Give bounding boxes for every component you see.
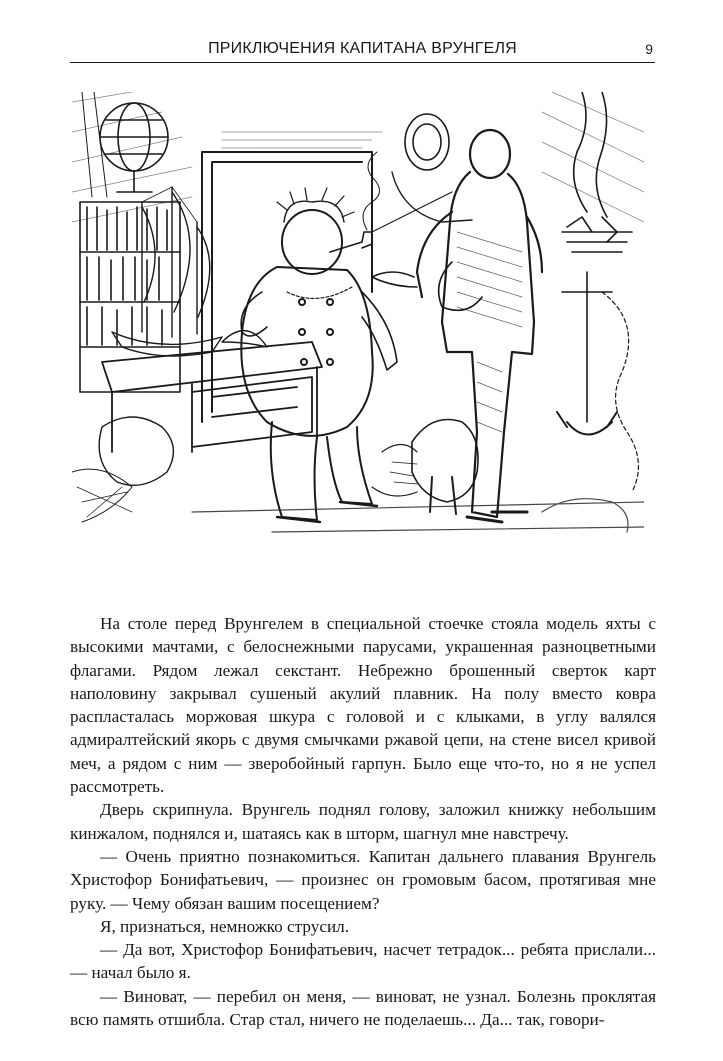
book-title: ПРИКЛЮЧЕНИЯ КАПИТАНА ВРУНГЕЛЯ [208,40,517,57]
paragraph: Дверь скрипнула. Врунгель поднял голову, заложил книжку небольшим кинжалом, поднялся и, шатаясь как в шторм, шагнул мне навстречу. [70,800,656,843]
paragraph: Я, признаться, немножко струсил. [100,916,350,936]
body-text [70,612,656,1031]
page-number: 9 [645,41,653,57]
paragraph: — Да вот, Христофор Бонифатьевич, насчет тетрадок... ребята прислали... — начал было я. [70,940,656,983]
paragraph: — Виноват, — перебил он меня, — виноват, не узнал. Болезнь проклятая всю память отшибла. Стар стал, ничего не поделаешь... Да... так, говори- [70,986,656,1030]
captain-and-visitor-illustration [72,92,644,544]
running-header [70,36,655,63]
paragraph: На столе перед Врунгелем в специальной стоечке стояла модель яхты с высокими мачтами, с белоснежными парусами, украшенная разноцветными флагами. Рядом лежал секстант. Небрежно брошенный сверток карт наполовину закрывал сушеный акулий плавник. На полу вместо ковра распласталась моржовая шкура с головой и с клыками, в углу валялся адмиралтейский якорь с двумя смычками ржавой цепи, на стене висел кривой меч, а рядом с ним — зверобойный гарпун. Было еще что-то, но я не успел рассмотреть. [70,614,656,797]
paragraph: — Очень приятно познакомиться. Капитан дальнего плавания Врунгель Христофор Бонифатьевич, — произнес он громовым басом, протягивая мне руку. — Чему обязан вашим посещением? [70,846,656,913]
